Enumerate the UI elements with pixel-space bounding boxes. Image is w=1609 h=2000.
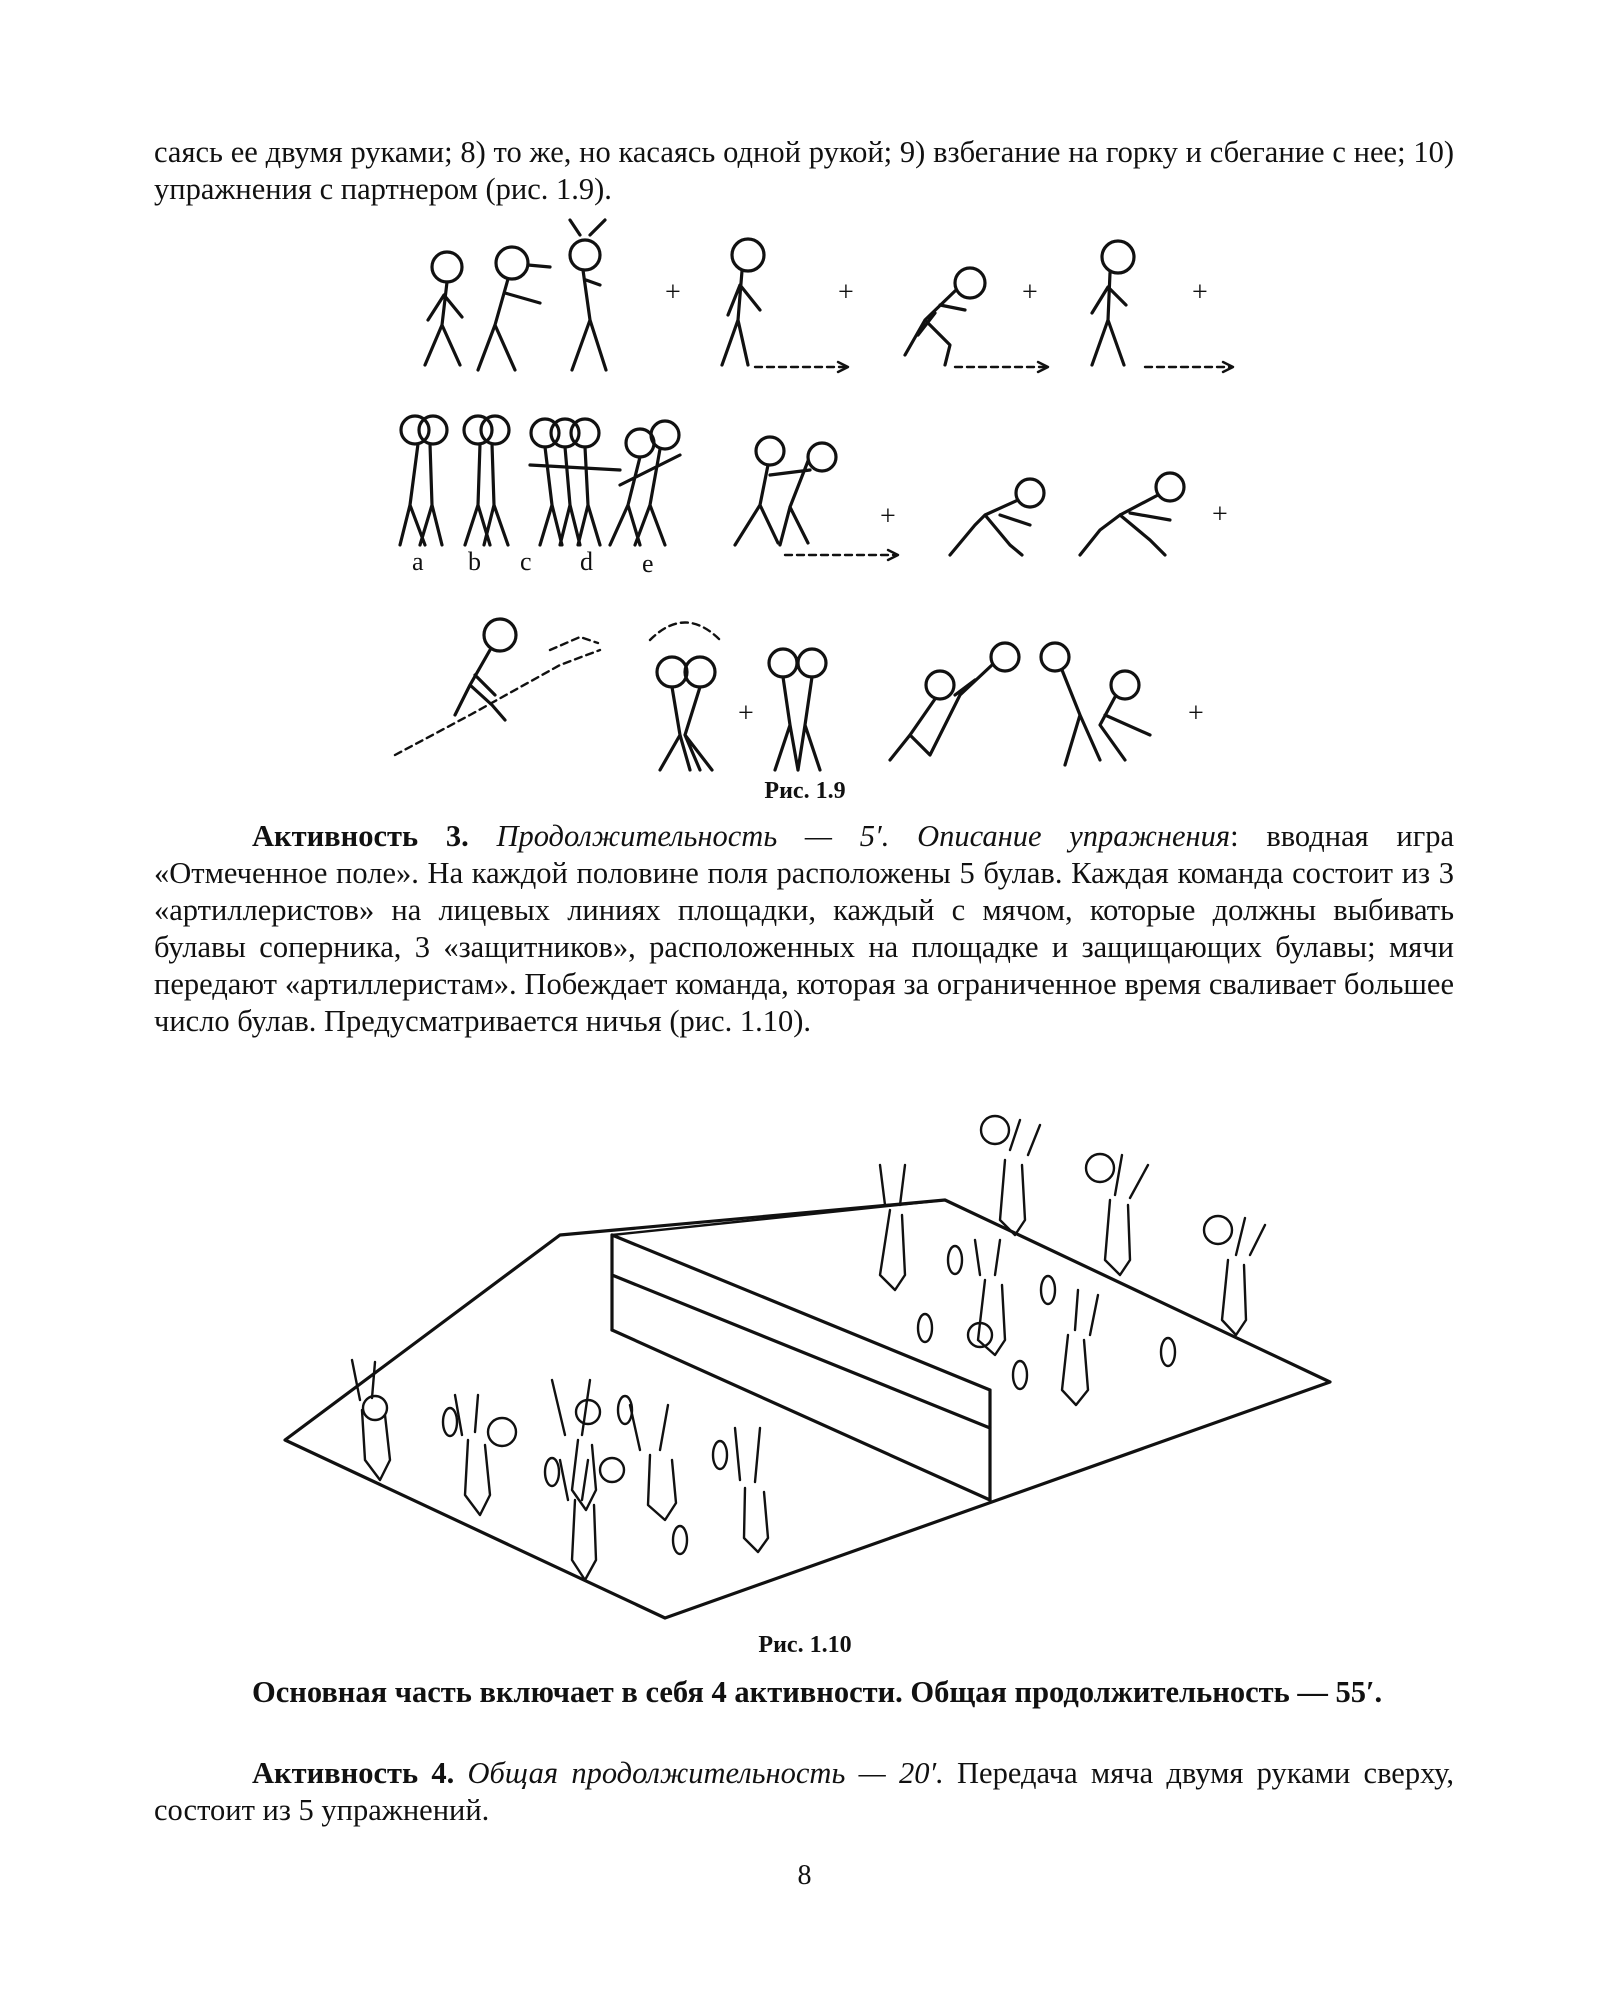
figure-letter: c — [520, 547, 532, 576]
plus-sign: + — [1188, 698, 1204, 729]
figure-letter: d — [580, 547, 593, 576]
stick-figure-whistle — [478, 247, 550, 370]
activity-3-desc-label: Описание упражнения — [917, 819, 1231, 853]
rabbit-players — [352, 1116, 1265, 1580]
plus-sign: + — [738, 698, 754, 729]
bowling-pins — [443, 1246, 1175, 1554]
plus-sign: + — [1212, 499, 1228, 530]
stick-figure-bent — [950, 479, 1044, 555]
stick-figure-arms-up — [570, 220, 606, 370]
net — [612, 1235, 990, 1500]
stick-figure-walking-2 — [1092, 241, 1233, 372]
page-number: 8 — [797, 1860, 812, 1891]
plus-sign: + — [880, 501, 896, 532]
activity-4-text: Передача мяча двумя руками сверху, состоит из 5 упражнений. — [154, 1756, 1455, 1827]
figure-letter: e — [642, 549, 654, 578]
stick-figure-uphill — [395, 619, 600, 755]
stick-figure-bent-2 — [1080, 473, 1184, 555]
field-outline — [285, 1200, 1330, 1618]
figure-letter: b — [468, 547, 481, 576]
figure-1-9-caption: Рис. 1.9 — [764, 778, 846, 804]
main-part-paragraph: Основная часть включает в себя 4 активности. Общая продолжительность — 55′. — [252, 1675, 1383, 1709]
stick-figure-standing — [425, 252, 462, 365]
intro-paragraph: саясь ее двумя руками; 8) то же, но касаясь одной рукой; 9) взбегание на горку и сбегание с нее; 10) упражнения с партнером (рис. 1.9). — [154, 135, 1454, 206]
field-center-line — [612, 1330, 990, 1500]
activity-3-paragraph — [154, 818, 1454, 1040]
stick-figure-pair-running — [735, 437, 898, 560]
stick-figure-pair-throw-2 — [1041, 643, 1150, 765]
activity-3-text: : вводная игра «Отмеченное поле». На каждой половине поля расположены 5 булав. Каждая команда состоит из 3 «артиллеристов» на лицевых линиях площадки, каждый с мячом, которые должны выбивать булавы соперника, 3 «защитников», расположенных на площадке и защищающих булавы; мячи передают «артиллеристам». Побеждает команда, которая за ограниченное время сваливает большее число булав. Предусматривается ничья (рис. 1.10). — [154, 819, 1455, 1038]
activity-4-paragraph — [154, 1755, 1454, 1829]
figure-1-10-caption: Рис. 1.10 — [758, 1632, 852, 1658]
plus-sign: + — [1022, 277, 1038, 308]
stick-figure-pair-throw — [890, 643, 1019, 760]
activity-4-duration: Общая продолжительность — 20′. — [467, 1756, 944, 1790]
plus-sign: + — [665, 277, 681, 308]
net-top-line — [612, 1200, 945, 1235]
activity-3-duration: Продолжительность — 5′. — [496, 819, 890, 853]
figure-1-9-illustration — [0, 225, 1609, 785]
plus-sign: + — [838, 277, 854, 308]
figure-1-10-illustration — [0, 1110, 1609, 1630]
plus-sign: + — [1192, 277, 1208, 308]
stick-figure-walking — [722, 239, 848, 372]
activity-3-label: Активность 3. — [252, 819, 469, 853]
activity-4-label: Активность 4. — [252, 1756, 455, 1790]
stick-figure-pair-dash-circle — [650, 623, 720, 771]
stick-figures-pairs-group — [400, 416, 680, 545]
figure-letter: a — [412, 547, 424, 576]
stick-figure-pair-standing — [769, 649, 826, 770]
